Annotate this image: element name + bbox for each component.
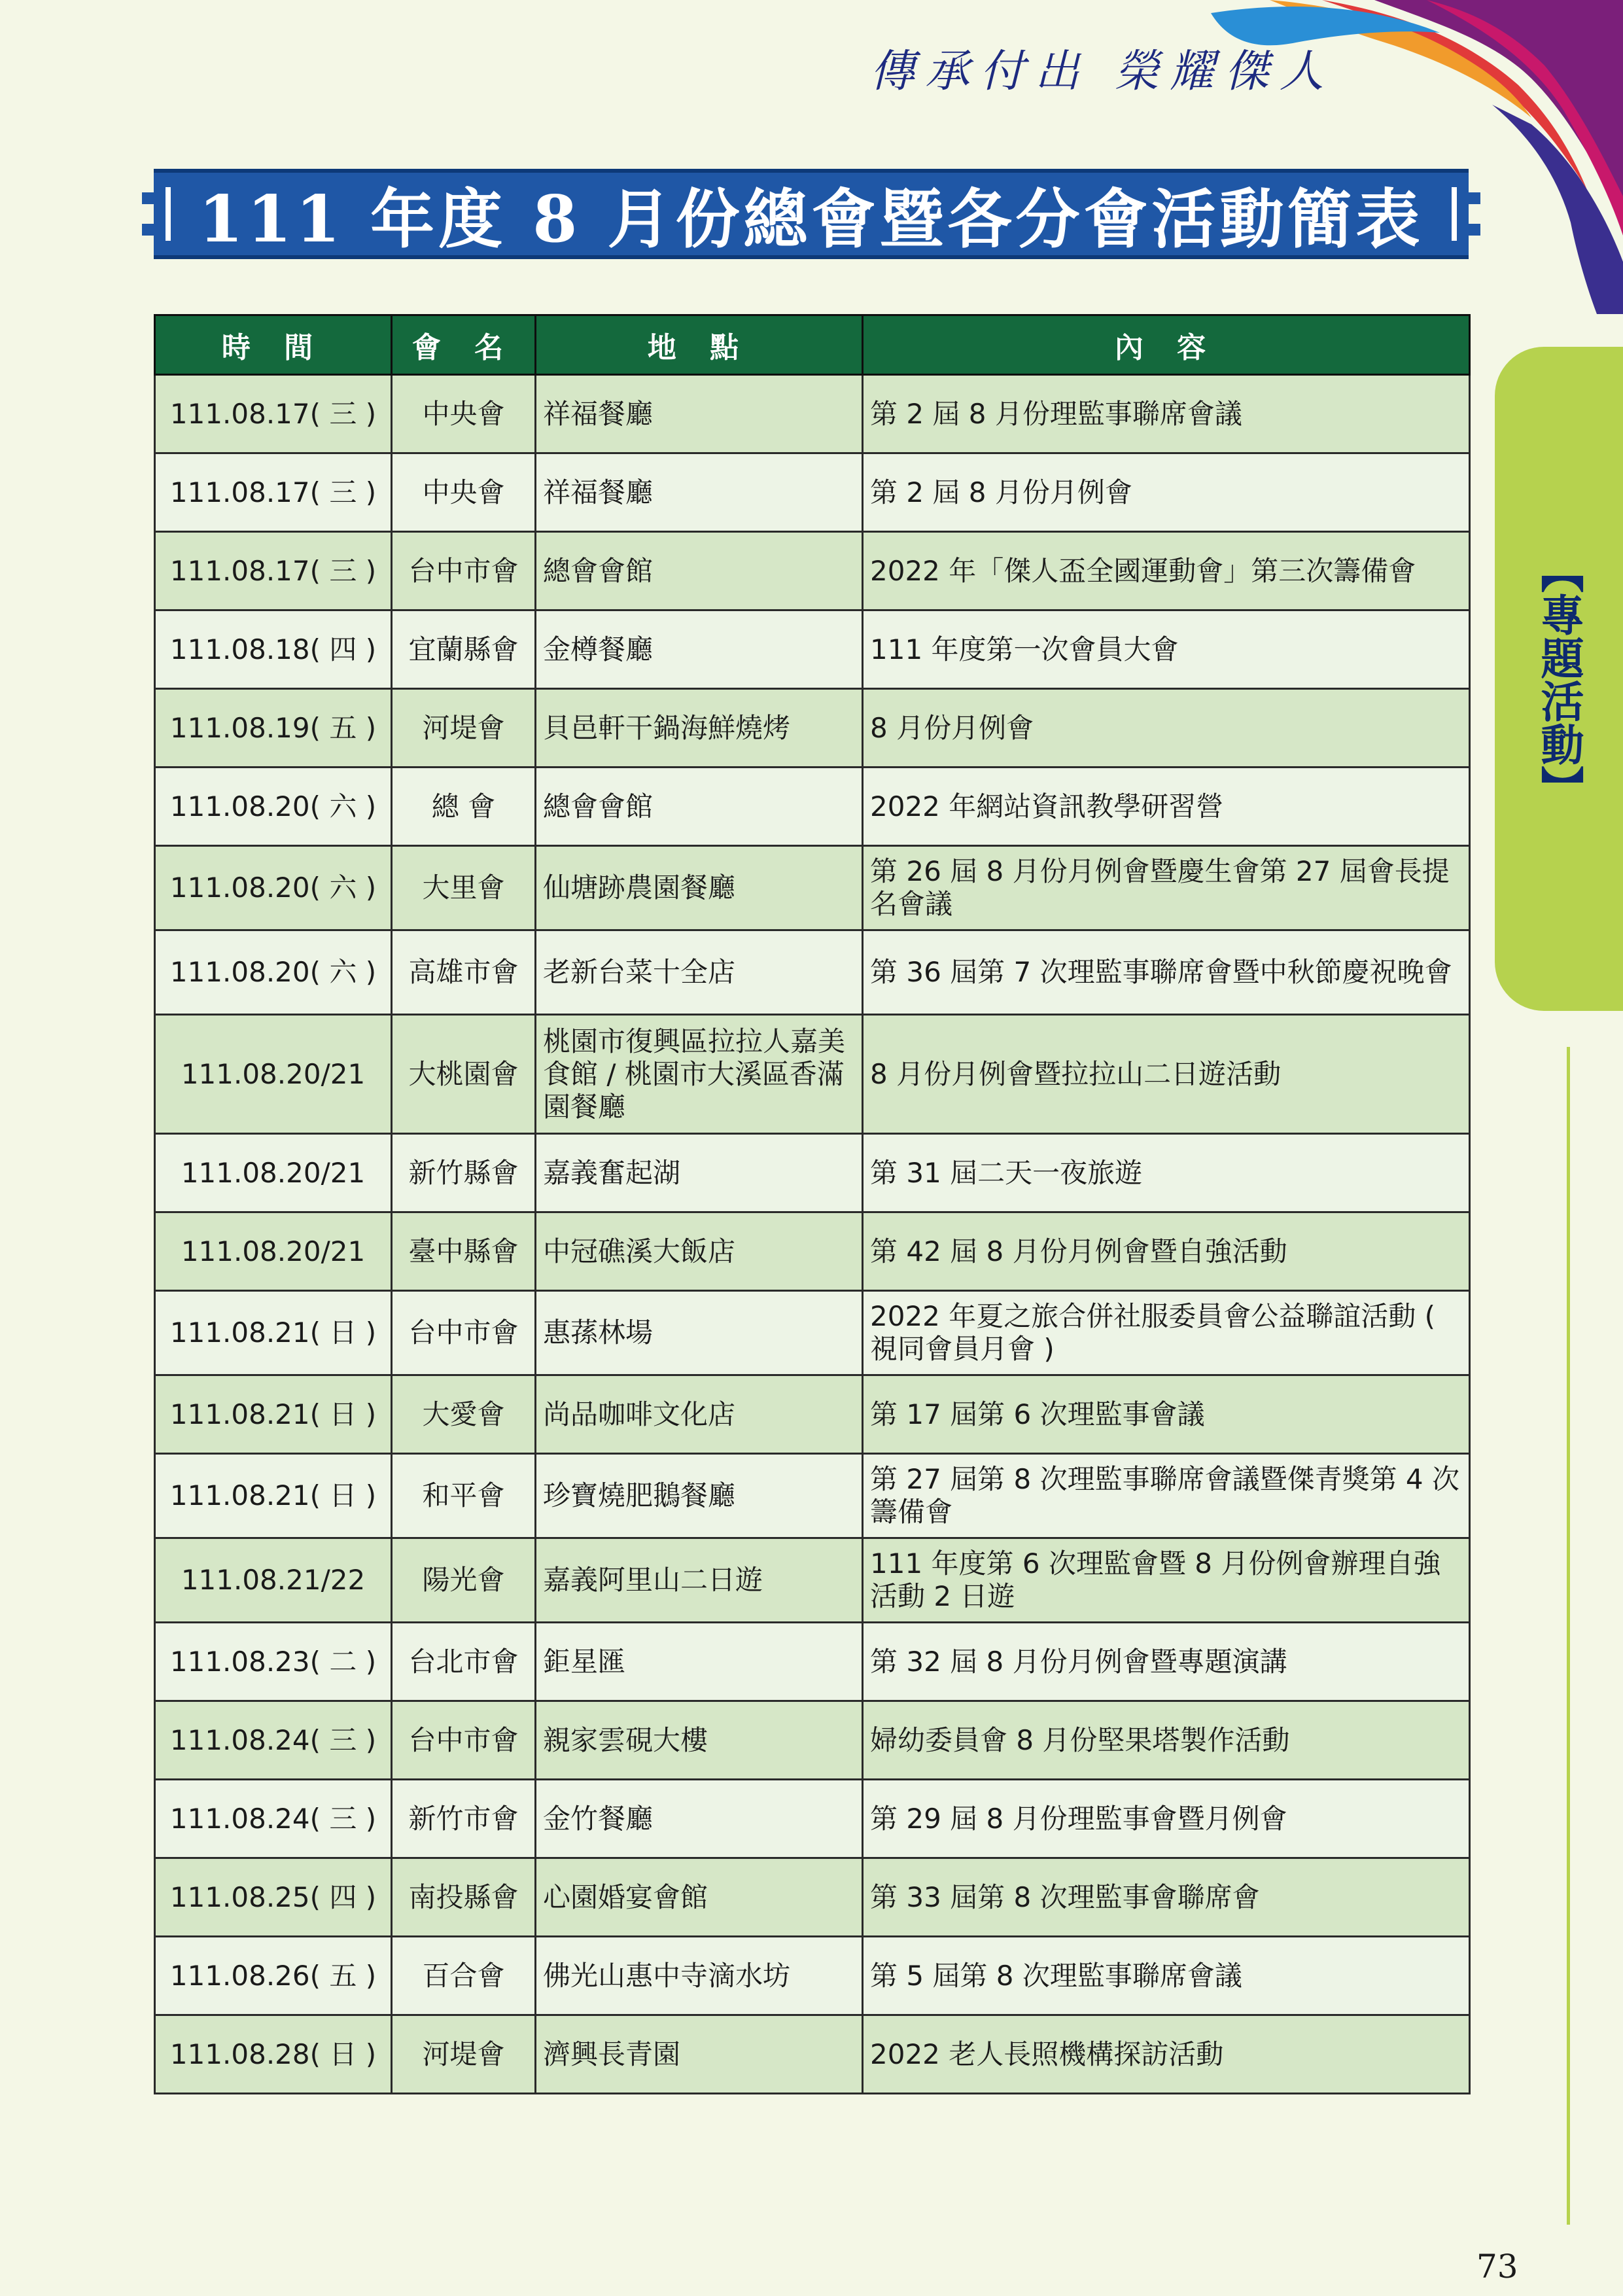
cell-content: 第 26 屆 8 月份月例會暨慶生會第 27 屆會長提名會議 — [863, 846, 1470, 930]
table-row — [155, 1454, 1470, 1538]
cell-location: 總會會館 — [536, 768, 863, 846]
cell-content: 第 31 屆二天一夜旅遊 — [863, 1134, 1470, 1212]
cell-content: 第 29 屆 8 月份理監事會暨月例會 — [863, 1780, 1470, 1858]
cell-location: 祥福餐廳 — [536, 375, 863, 453]
cell-location: 貝邑軒干鍋海鮮燒烤 — [536, 689, 863, 768]
cell-date: 111.08.28( 日 ) — [155, 2015, 392, 2094]
cell-club: 台中市會 — [392, 1701, 536, 1780]
cell-content: 111 年度第 6 次理監會暨 8 月份例會辦理自強活動 2 日遊 — [863, 1538, 1470, 1623]
cell-content: 8 月份月例會暨拉拉山二日遊活動 — [863, 1015, 1470, 1134]
cell-club: 台北市會 — [392, 1623, 536, 1701]
side-divider — [1567, 1047, 1570, 2225]
cell-content: 第 2 屆 8 月份理監事聯席會議 — [863, 375, 1470, 453]
cell-content: 2022 年「傑人盃全國運動會」第三次籌備會 — [863, 532, 1470, 610]
table-row — [155, 453, 1470, 532]
cell-date: 111.08.18( 四 ) — [155, 610, 392, 689]
cell-date: 111.08.21( 日 ) — [155, 1291, 392, 1375]
cell-location: 桃園市復興區拉拉人嘉美食館 / 桃園市大溪區香滿園餐廳 — [536, 1015, 863, 1134]
table-row — [155, 930, 1470, 1015]
cell-club: 臺中縣會 — [392, 1212, 536, 1291]
column-header-location: 地 點 — [536, 315, 863, 375]
cell-content: 第 17 屆第 6 次理監事會議 — [863, 1375, 1470, 1454]
cell-location: 老新台菜十全店 — [536, 930, 863, 1015]
table-row — [155, 846, 1470, 930]
cell-club: 河堤會 — [392, 689, 536, 768]
table-row — [155, 375, 1470, 453]
cell-date: 111.08.20( 六 ) — [155, 930, 392, 1015]
cell-club: 南投縣會 — [392, 1858, 536, 1937]
cell-content: 第 5 屆第 8 次理監事聯席會議 — [863, 1937, 1470, 2015]
table-row — [155, 2015, 1470, 2094]
cell-date: 111.08.21( 日 ) — [155, 1375, 392, 1454]
table-row — [155, 1375, 1470, 1454]
cell-club: 新竹縣會 — [392, 1134, 536, 1212]
title-banner — [154, 169, 1469, 259]
cell-content: 2022 老人長照機構探訪活動 — [863, 2015, 1470, 2094]
table-row — [155, 1937, 1470, 2015]
cell-content: 2022 年夏之旅合併社服委員會公益聯誼活動 ( 視同會員月會 ) — [863, 1291, 1470, 1375]
cell-club: 總 會 — [392, 768, 536, 846]
side-tab-label-text: 【專題活動】 — [1533, 550, 1584, 809]
cell-club: 百合會 — [392, 1937, 536, 2015]
page-number: 73 — [1476, 2248, 1518, 2286]
cell-location: 佛光山惠中寺滴水坊 — [536, 1937, 863, 2015]
slogan: 傳承付出 榮耀傑人 — [870, 46, 1335, 97]
cell-location: 鉅星匯 — [536, 1623, 863, 1701]
table-row — [155, 1134, 1470, 1212]
table-row — [155, 689, 1470, 768]
table-header-row — [155, 315, 1470, 375]
cell-location: 嘉義奮起湖 — [536, 1134, 863, 1212]
cell-location: 濟興長青園 — [536, 2015, 863, 2094]
cell-date: 111.08.21/22 — [155, 1538, 392, 1623]
cell-content: 第 2 屆 8 月份月例會 — [863, 453, 1470, 532]
cell-date: 111.08.20/21 — [155, 1134, 392, 1212]
page-title: 111 年度 8 月份總會暨各分會活動簡表 — [198, 181, 1424, 257]
table-row — [155, 1623, 1470, 1701]
cell-date: 111.08.21( 日 ) — [155, 1454, 392, 1538]
cell-date: 111.08.17( 三 ) — [155, 453, 392, 532]
cell-content: 8 月份月例會 — [863, 689, 1470, 768]
cell-date: 111.08.24( 三 ) — [155, 1701, 392, 1780]
cell-club: 大桃園會 — [392, 1015, 536, 1134]
cell-location: 仙塘跡農園餐廳 — [536, 846, 863, 930]
cell-content: 111 年度第一次會員大會 — [863, 610, 1470, 689]
cell-club: 河堤會 — [392, 2015, 536, 2094]
table-row — [155, 1015, 1470, 1134]
cell-date: 111.08.20( 六 ) — [155, 768, 392, 846]
cell-club: 陽光會 — [392, 1538, 536, 1623]
cell-location: 惠蓀林場 — [536, 1291, 863, 1375]
cell-content: 第 36 屆第 7 次理監事聯席會暨中秋節慶祝晚會 — [863, 930, 1470, 1015]
cell-date: 111.08.19( 五 ) — [155, 689, 392, 768]
column-header-club: 會 名 — [392, 315, 536, 375]
cell-date: 111.08.23( 二 ) — [155, 1623, 392, 1701]
table-row — [155, 1701, 1470, 1780]
cell-club: 宜蘭縣會 — [392, 610, 536, 689]
table-row — [155, 532, 1470, 610]
cell-location: 中冠礁溪大飯店 — [536, 1212, 863, 1291]
table-row — [155, 610, 1470, 689]
cell-location: 心園婚宴會館 — [536, 1858, 863, 1937]
cell-location: 親家雲硯大樓 — [536, 1701, 863, 1780]
cell-location: 祥福餐廳 — [536, 453, 863, 532]
cell-content: 第 33 屆第 8 次理監事會聯席會 — [863, 1858, 1470, 1937]
activity-table — [154, 314, 1471, 2094]
cell-location: 金樽餐廳 — [536, 610, 863, 689]
cell-location: 嘉義阿里山二日遊 — [536, 1538, 863, 1623]
cell-date: 111.08.20/21 — [155, 1212, 392, 1291]
cell-content: 2022 年網站資訊教學研習營 — [863, 768, 1470, 846]
cell-club: 台中市會 — [392, 532, 536, 610]
table-row — [155, 768, 1470, 846]
cell-club: 高雄市會 — [392, 930, 536, 1015]
cell-location: 珍寶燒肥鵝餐廳 — [536, 1454, 863, 1538]
cell-club: 和平會 — [392, 1454, 536, 1538]
cell-club: 大愛會 — [392, 1375, 536, 1454]
cell-date: 111.08.17( 三 ) — [155, 375, 392, 453]
cell-club: 台中市會 — [392, 1291, 536, 1375]
cell-content: 婦幼委員會 8 月份堅果塔製作活動 — [863, 1701, 1470, 1780]
cell-date: 111.08.24( 三 ) — [155, 1780, 392, 1858]
cell-club: 中央會 — [392, 453, 536, 532]
cell-date: 111.08.25( 四 ) — [155, 1858, 392, 1937]
cell-club: 大里會 — [392, 846, 536, 930]
side-tab-label — [1519, 550, 1597, 821]
cell-content: 第 27 屆第 8 次理監事聯席會議暨傑青獎第 4 次籌備會 — [863, 1454, 1470, 1538]
cell-content: 第 32 屆 8 月份月例會暨專題演講 — [863, 1623, 1470, 1701]
cell-date: 111.08.17( 三 ) — [155, 532, 392, 610]
column-header-content: 內 容 — [863, 315, 1470, 375]
table-row — [155, 1780, 1470, 1858]
cell-date: 111.08.20/21 — [155, 1015, 392, 1134]
cell-content: 第 42 屆 8 月份月例會暨自強活動 — [863, 1212, 1470, 1291]
cell-club: 中央會 — [392, 375, 536, 453]
cell-date: 111.08.20( 六 ) — [155, 846, 392, 930]
table-row — [155, 1858, 1470, 1937]
cell-club: 新竹市會 — [392, 1780, 536, 1858]
table-row — [155, 1291, 1470, 1375]
cell-location: 尚品咖啡文化店 — [536, 1375, 863, 1454]
cell-location: 總會會館 — [536, 532, 863, 610]
column-header-date: 時 間 — [155, 315, 392, 375]
cell-location: 金竹餐廳 — [536, 1780, 863, 1858]
cell-date: 111.08.26( 五 ) — [155, 1937, 392, 2015]
table-row — [155, 1538, 1470, 1623]
table-row — [155, 1212, 1470, 1291]
